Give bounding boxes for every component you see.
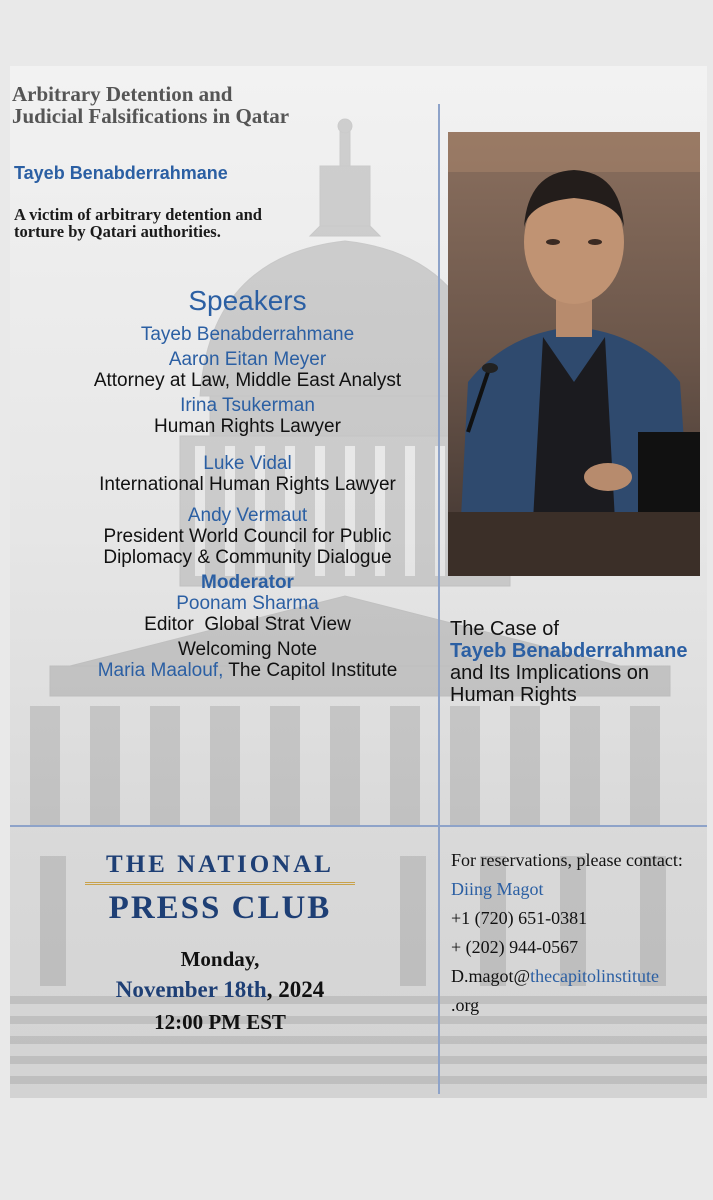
speaker-name: Irina Tsukerman — [180, 395, 315, 416]
contact-intro: For reservations, please contact: — [451, 850, 683, 870]
subject-name: Tayeb Benabderrahmane — [14, 163, 228, 183]
welcoming-speaker-org: The Capitol Institute — [223, 660, 398, 681]
moderator-name: Poonam Sharma — [176, 593, 319, 614]
contact-email[interactable] — [451, 962, 707, 1020]
speaker-name: Andy Vermaut — [187, 505, 308, 526]
speaker-name: Aaron Eitan Meyer — [168, 349, 327, 370]
press-club-logo — [70, 851, 370, 927]
contact-phone-1-text: +1 (720) 651-0381 — [451, 908, 588, 928]
event-time: 12:00 PM EST — [154, 1010, 286, 1034]
press-club-line-2: PRESS CLUB — [108, 890, 332, 926]
welcoming-speaker-name: Maria Maalouf, — [97, 660, 224, 681]
welcoming-note-speaker — [65, 660, 430, 681]
speaker-name: Tayeb Benabderrahmane — [140, 324, 355, 345]
case-heading — [450, 618, 705, 706]
contact-name: Diing Magot — [451, 879, 544, 899]
speaker-role: President World Council for Public Diplomacy & Community Dialogue — [103, 526, 392, 568]
event-date-line — [70, 974, 370, 1006]
welcoming-note-label: Welcoming Note — [177, 639, 318, 660]
case-subject-name: Tayeb Benabderrahmane — [450, 640, 688, 662]
moderator-role: Editor Global Strat View — [144, 614, 351, 635]
speakers-section — [65, 284, 430, 681]
contact-phone-1[interactable] — [451, 904, 707, 933]
event-day: Monday, — [180, 947, 260, 971]
event-month-day: November 18th — [115, 977, 267, 1002]
moderator-heading: Moderator — [201, 572, 294, 593]
speakers-heading: Speakers — [188, 285, 307, 316]
reservation-contact — [451, 846, 707, 1020]
speaker-role: Attorney at Law, Middle East Analyst — [93, 370, 402, 391]
case-line-1: The Case of — [450, 618, 559, 640]
speaker-photo — [448, 132, 700, 576]
subject-description: A victim of arbitrary detention and torture by Qatari authorities. — [14, 205, 262, 241]
press-club-rule — [85, 882, 355, 886]
email-user: D.magot@ — [451, 966, 531, 986]
event-year: , 2024 — [266, 977, 325, 1002]
event-date — [70, 944, 370, 1038]
speaker-name: Luke Vidal — [203, 453, 292, 474]
speaker-role: Human Rights Lawyer — [154, 416, 341, 437]
email-domain: thecapitolinstitute — [530, 966, 660, 986]
contact-phone-2[interactable] — [451, 933, 707, 962]
email-tld: .org — [451, 995, 480, 1015]
horizontal-divider — [10, 825, 707, 827]
event-title: Arbitrary Detention and Judicial Falsifications in Qatar — [12, 82, 290, 128]
speaker-role: International Human Rights Lawyer — [99, 474, 396, 495]
press-club-line-1: THE NATIONAL — [106, 851, 334, 878]
vertical-divider — [438, 104, 440, 1094]
event-poster — [10, 66, 707, 1098]
case-line-2: and Its Implications on Human Rights — [450, 662, 649, 706]
contact-phone-2-text: + (202) 944-0567 — [451, 937, 579, 957]
